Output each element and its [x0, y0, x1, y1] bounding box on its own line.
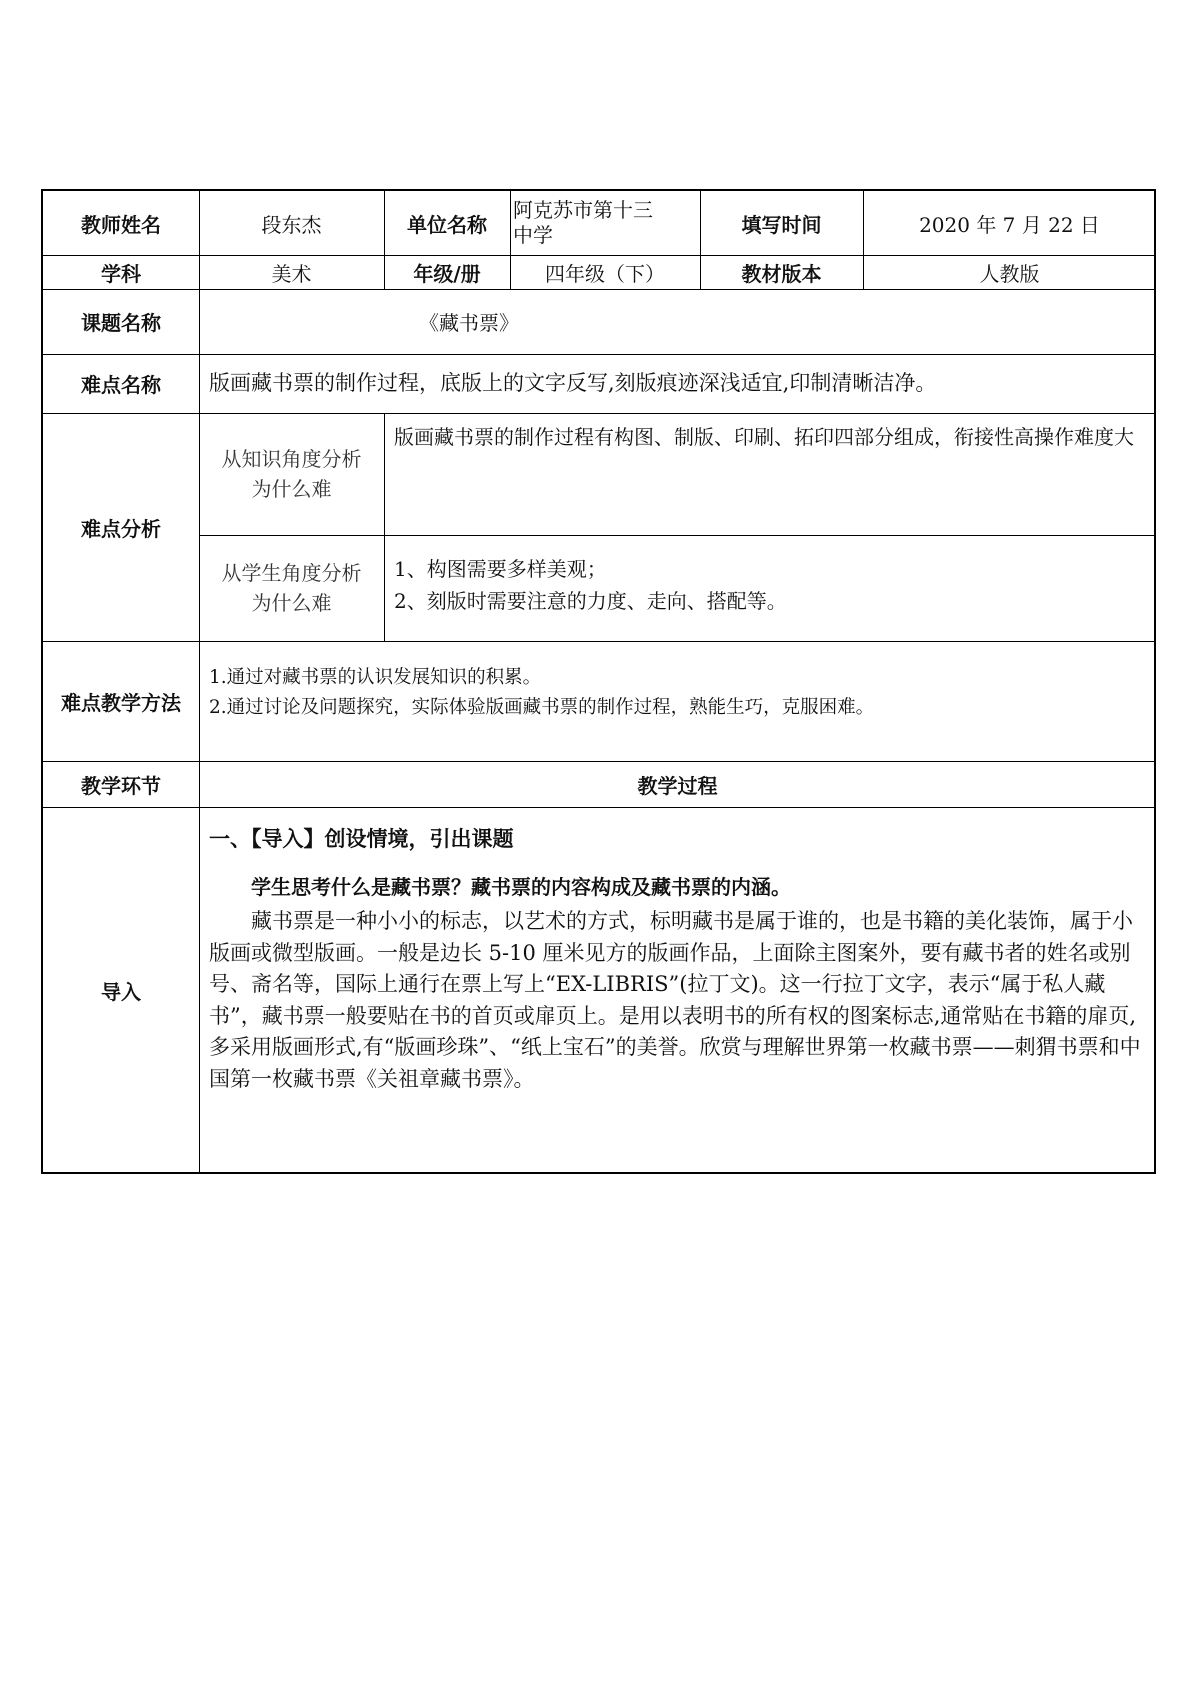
intro-question: 学生思考什么是藏书票？藏书票的内容构成及藏书票的内涵。 [251, 875, 791, 899]
student-angle-label [199, 535, 384, 641]
fill-time-label: 填写时间 [741, 212, 822, 237]
intro-content [209, 823, 1149, 1095]
intro-stage-label: 导入 [101, 980, 141, 1004]
knowledge-angle-text: 版画藏书票的制作过程有构图、制版、印刷、拓印四部分组成，衔接性高操作难度大 [394, 425, 1134, 449]
knowledge-angle-label [199, 413, 384, 535]
topic-label: 课题名称 [81, 311, 161, 335]
col-divider [384, 413, 385, 641]
method-list [209, 663, 1149, 743]
teacher-value: 段东杰 [261, 212, 322, 237]
list-item: 2、刻版时需要注意的力度、走向、搭配等。 [394, 589, 787, 613]
unit-value-line1: 阿克苏市第十三 [513, 198, 653, 222]
textbook-value: 人教版 [979, 261, 1040, 286]
teacher-label: 教师姓名 [81, 212, 161, 237]
grade-label: 年级/册 [413, 261, 481, 286]
analysis-label: 难点分析 [81, 516, 161, 541]
intro-heading: 一、【导入】创设情境，引出课题 [209, 827, 514, 851]
stage-header: 教学环节 [81, 773, 161, 798]
student-angle-line2: 为什么难 [251, 591, 332, 615]
list-item: 1.通过对藏书票的认识发展知识的积累。 [209, 667, 542, 688]
unit-label: 单位名称 [407, 212, 487, 237]
student-angle-list [394, 553, 1149, 633]
fill-time-value: 2020 年 7 月 22 日 [919, 212, 1100, 237]
method-label: 难点教学方法 [61, 690, 181, 715]
subject-label: 学科 [101, 261, 141, 286]
intro-paragraph: 藏书票是一种小小的标志，以艺术的方式，标明藏书是属于谁的，也是书籍的美化装饰，属于小版画或微型版画。一般是边长 5-10 厘米见方的版画作品，上面除主图案外，要有藏书者的姓名或别号、斋名等，国际上通行在票上写上“EX-LIBRIS”(拉丁文)。这一行拉丁文字，表示“属于私人藏书”，藏书票一般要贴在书的首页或扉页上。是用以表明书的所有权的图案标志,通常贴在书籍的扉页,多采用版画形式,有“版画珍珠”、“纸上宝石”的美誉。欣赏与理解世界第一枚藏书票——刺猬书票和中国第一枚藏书票《关祖章藏书票》。 [209, 909, 1141, 1091]
row-divider [43, 641, 1154, 642]
lesson-plan-table [41, 189, 1156, 1174]
difficulty-label: 难点名称 [81, 373, 161, 397]
process-header: 教学过程 [637, 773, 718, 798]
difficulty-value: 版画藏书票的制作过程，底版上的文字反写,刻版痕迹深浅适宜,印制清晰洁净。 [209, 371, 937, 395]
row-divider [43, 807, 1154, 808]
student-angle-line1: 从学生角度分析 [221, 561, 362, 585]
textbook-label: 教材版本 [741, 261, 822, 286]
grade-value: 四年级（下） [545, 261, 665, 286]
knowledge-angle-line2: 为什么难 [251, 477, 332, 501]
knowledge-angle-line1: 从知识角度分析 [221, 447, 362, 471]
list-item: 2.通过讨论及问题探究，实际体验版画藏书票的制作过程，熟能生巧，克服困难。 [209, 697, 875, 718]
list-item: 1、构图需要多样美观； [394, 557, 607, 581]
subject-value: 美术 [271, 261, 312, 286]
unit-value [513, 191, 698, 255]
topic-value: 《藏书票》 [419, 311, 519, 335]
unit-value-line2: 中学 [513, 223, 553, 247]
